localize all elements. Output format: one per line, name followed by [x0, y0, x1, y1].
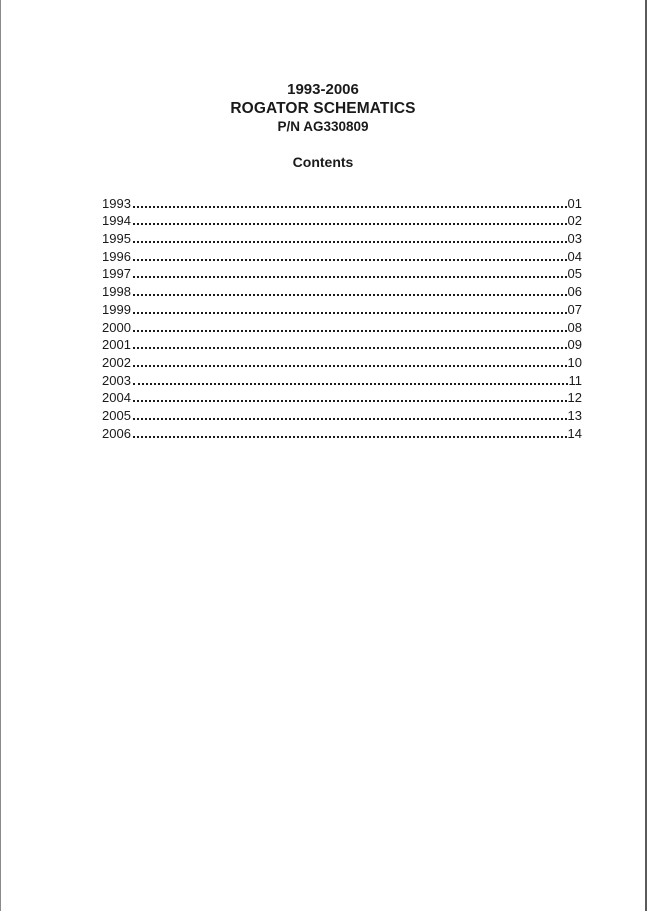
toc-year: 2002 [102, 354, 131, 370]
toc-entry-2004[interactable] [102, 388, 582, 406]
toc-page-number: 13 [567, 407, 582, 423]
toc-dot-leader [133, 418, 567, 420]
toc-dot-leader [133, 347, 567, 349]
toc-entry-1997[interactable] [102, 264, 582, 282]
contents-heading: Contents [292, 154, 354, 170]
document-title: ROGATOR SCHEMATICS [230, 100, 416, 117]
toc-entry-2002[interactable] [102, 352, 582, 370]
toc-page-number: 05 [567, 266, 582, 282]
toc-dot-leader [133, 400, 567, 402]
toc-entry-1996[interactable] [102, 246, 582, 264]
toc-page-number: 07 [567, 301, 582, 317]
toc-dot-leader [133, 436, 567, 438]
toc-dot-leader [133, 312, 567, 314]
toc-entry-1999[interactable] [102, 299, 582, 317]
toc-page-number: 10 [567, 354, 582, 370]
toc-year: 2003 [102, 372, 131, 388]
toc-year: 2000 [102, 319, 131, 335]
toc-dot-leader [133, 276, 567, 278]
toc-dot-leader [133, 365, 567, 367]
toc-entry-2006[interactable] [102, 423, 582, 441]
toc-page-number: 02 [567, 213, 582, 229]
toc-entry-2001[interactable] [102, 335, 582, 353]
toc-entry-2003[interactable] [102, 370, 582, 388]
toc-year: 1998 [102, 284, 131, 300]
title-years: 1993-2006 [287, 81, 359, 98]
toc-year: 1994 [102, 213, 131, 229]
toc-entry-2005[interactable] [102, 405, 582, 423]
toc-page-number: 14 [567, 425, 582, 441]
toc-dot-leader [133, 223, 567, 225]
toc-year: 2005 [102, 407, 131, 423]
toc-year: 2004 [102, 390, 131, 406]
toc-dot-leader [133, 294, 567, 296]
toc-page-number: 09 [567, 337, 582, 353]
toc-year: 1996 [102, 248, 131, 264]
toc-year: 1995 [102, 231, 131, 247]
toc-dot-leader [133, 206, 567, 208]
toc-page-number: 11 [568, 372, 582, 388]
toc-year: 1999 [102, 301, 131, 317]
toc-year: 2001 [102, 337, 131, 353]
toc-page-number: 04 [567, 248, 582, 264]
part-number: P/N AG330809 [277, 119, 369, 134]
toc-year: 2006 [102, 425, 131, 441]
toc-dot-leader [133, 330, 567, 332]
toc-entry-1998[interactable] [102, 281, 582, 299]
toc-entry-1993[interactable] [102, 193, 582, 211]
toc-dot-leader [133, 241, 567, 243]
toc-entry-2000[interactable] [102, 317, 582, 335]
toc-dot-leader [133, 383, 568, 385]
toc-page-number: 08 [567, 319, 582, 335]
toc-year: 1993 [102, 195, 131, 211]
toc-entry-1994[interactable] [102, 211, 582, 229]
toc-page-number: 06 [567, 284, 582, 300]
toc-page-number: 01 [567, 195, 582, 211]
toc-page-number: 12 [567, 390, 582, 406]
table-of-contents [102, 193, 582, 441]
title-block [1, 80, 645, 135]
toc-entry-1995[interactable] [102, 228, 582, 246]
toc-year: 1997 [102, 266, 131, 282]
toc-dot-leader [133, 259, 567, 261]
toc-page-number: 03 [567, 231, 582, 247]
